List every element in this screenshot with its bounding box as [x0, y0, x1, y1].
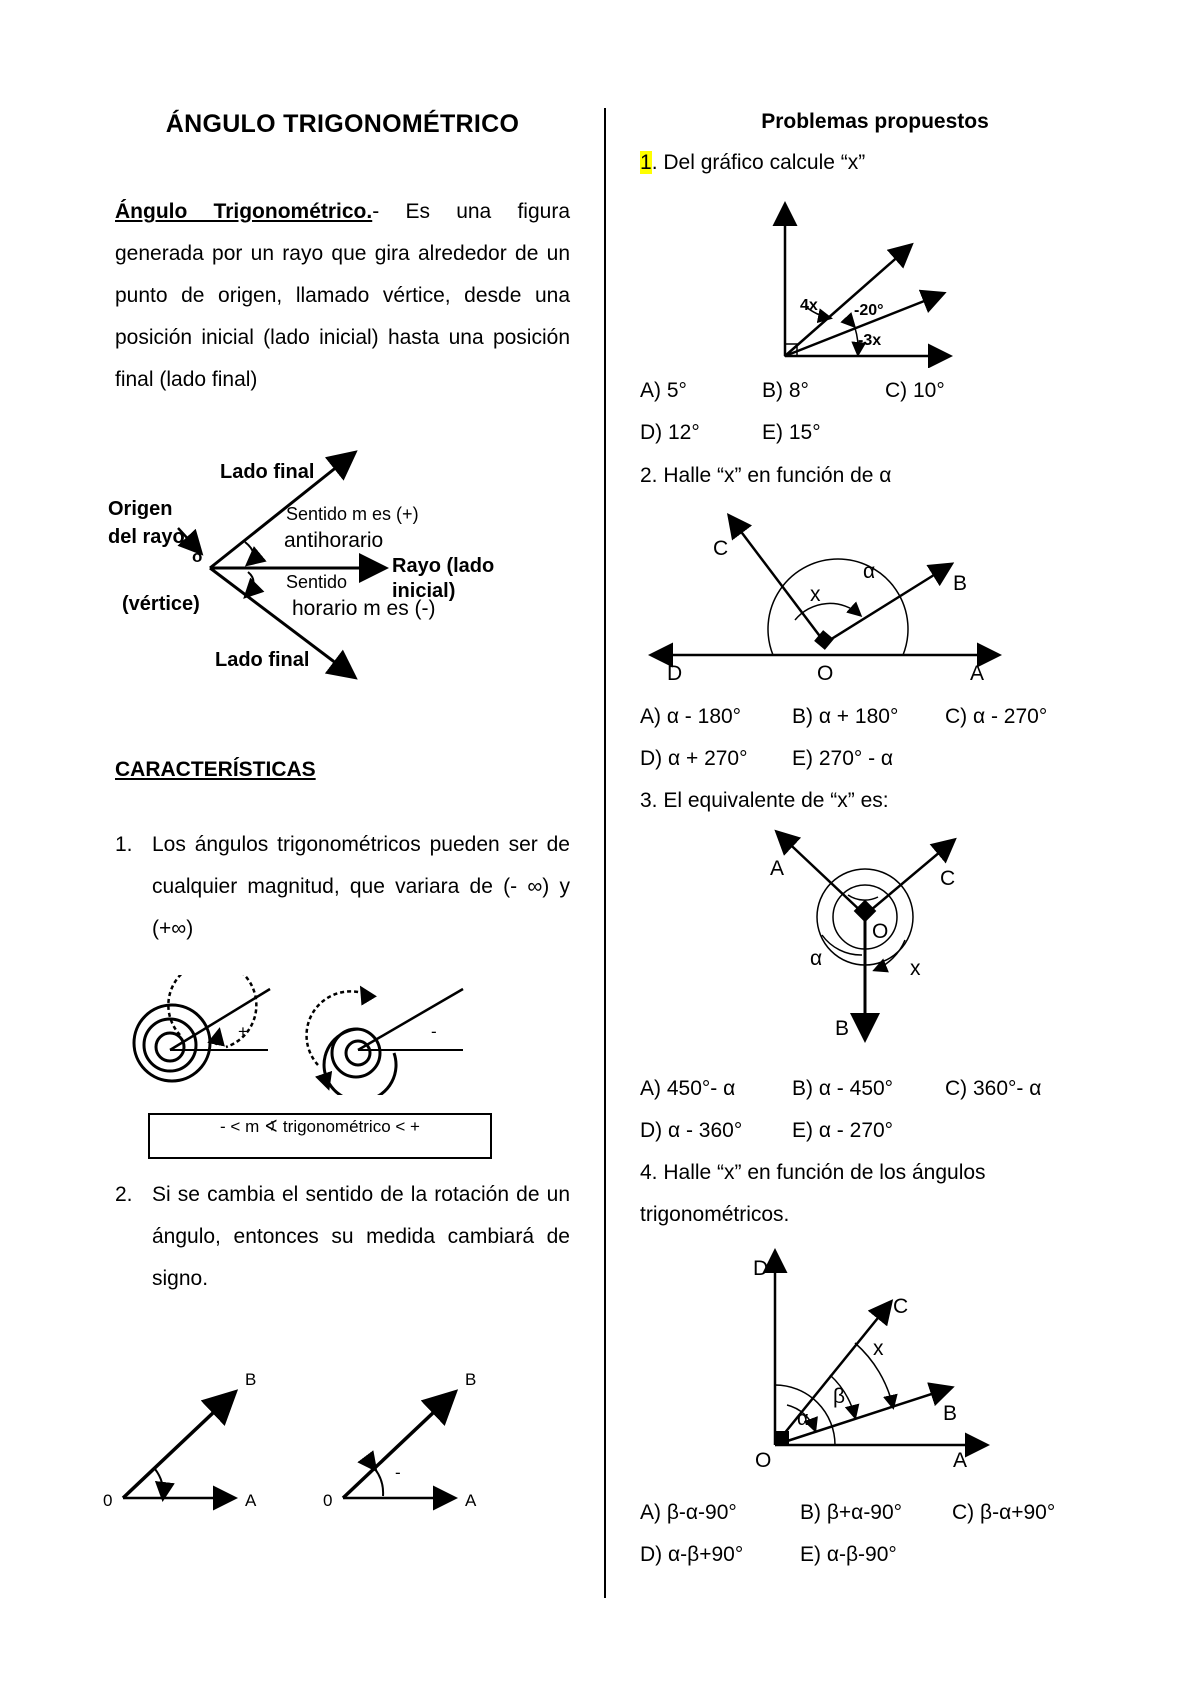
p2-d-label: D [667, 662, 683, 685]
problems-heading: Problemas propuestos [761, 110, 989, 133]
caracteristicas-heading: CARACTERÍSTICAS [115, 758, 316, 781]
range-box: - < m ∢ trigonométrico < + [148, 1113, 492, 1159]
problem-3-options-row1 [640, 1068, 1110, 1110]
p4-x-label: x [873, 1337, 884, 1360]
sentido-label: Sentido [286, 572, 348, 592]
fig-left-b-label: B [245, 1370, 257, 1389]
antihorario-label: antihorario [284, 529, 384, 552]
problem-2-text: 2. Halle “x” en función de α [640, 464, 892, 487]
sentido-pos-label: Sentido m es (+) [286, 504, 419, 524]
sign-change-figures [95, 1358, 495, 1518]
fig-right-b-label: B [465, 1370, 477, 1389]
caracteristicas-list [115, 824, 570, 950]
option[interactable]: C) 10° [885, 379, 945, 402]
definition-term: Ángulo Trigonométrico. [115, 200, 373, 223]
problem-3-options-row2 [640, 1110, 1110, 1152]
p1-minus20-label: -20° [854, 302, 884, 319]
spiral-figures [118, 975, 498, 1095]
problem-4-options-row2 [640, 1534, 1110, 1576]
problem-4-options-row1 [640, 1492, 1110, 1534]
option[interactable]: D) 12° [640, 421, 700, 444]
list-item: 1. Los ángulos trigonométricos pueden ser de cualquier magnitud, que variara de (- ∞) y (+∞) [115, 833, 570, 940]
p3-c-label: C [940, 867, 956, 890]
fig-left-a-label: A [245, 1491, 257, 1510]
option[interactable]: B) β+α-90° [800, 1501, 903, 1524]
p2-x-label: x [810, 583, 821, 606]
spiral-plus-label: + [238, 1022, 248, 1041]
option[interactable]: B) α - 450° [792, 1077, 894, 1100]
p3-x-label: x [910, 957, 921, 980]
problem-1-text: 1. Del gráfico calcule “x” [640, 151, 866, 174]
option[interactable]: C) β-α+90° [952, 1501, 1056, 1524]
p4-b-label: B [943, 1402, 958, 1425]
caracteristicas-list-2 [115, 1174, 570, 1300]
option[interactable]: A) 5° [640, 379, 687, 402]
vertex-o-label: o [192, 547, 203, 566]
fig-right-o-label: 0 [323, 1491, 333, 1510]
option[interactable]: D) α-β+90° [640, 1543, 744, 1566]
problem-1-options-row1 [640, 370, 1110, 412]
fig-left-o-label: 0 [103, 1491, 113, 1510]
problem-2-options-row1 [640, 696, 1110, 738]
p1-4x-label: 4x [800, 297, 818, 314]
right-column [640, 110, 1110, 184]
p2-alpha-label: α [863, 560, 876, 583]
page-title: ÁNGULO TRIGONOMÉTRICO [165, 110, 520, 138]
option[interactable]: A) β-α-90° [640, 1501, 737, 1524]
option[interactable]: B) 8° [762, 379, 809, 402]
option[interactable]: E) 15° [762, 421, 821, 444]
p3-o-label: O [872, 920, 889, 943]
problem-4-text-2: trigonométricos. [640, 1203, 790, 1226]
fig-right-a-label: A [465, 1491, 477, 1510]
spiral-minus-label: - [431, 1022, 437, 1041]
problem-4-text-1: 4. Halle “x” en función de los ángulos [640, 1161, 986, 1184]
option[interactable]: D) α + 270° [640, 747, 748, 770]
horario-label: horario m es (-) [292, 597, 436, 620]
p2-o-label: O [817, 662, 834, 685]
problem-1-figure [770, 198, 960, 368]
caracteristicas-section [115, 758, 570, 950]
trig-angle-diagram [100, 440, 520, 690]
origen-label: Origen [108, 498, 173, 520]
vertice-label: (vértice) [122, 593, 200, 615]
definition-paragraph [115, 191, 570, 401]
lado-final-bottom-label: Lado final [215, 649, 310, 671]
p4-alpha-label: α [797, 1408, 809, 1430]
del-rayo-label: del rayo [108, 526, 185, 548]
p1-minus3x-label: -3x [858, 332, 882, 349]
lado-final-top-label: Lado final [220, 461, 315, 483]
left-column [115, 110, 570, 401]
option[interactable]: E) α-β-90° [800, 1543, 897, 1566]
p2-c-label: C [713, 537, 729, 560]
list-item: 2. Si se cambia el sentido de la rotación de un ángulo, entonces su medida cambiará de signo. [115, 1183, 570, 1290]
option[interactable]: C) α - 270° [945, 705, 1048, 728]
p4-o-label: O [755, 1449, 772, 1470]
p3-alpha-label: α [810, 947, 823, 970]
problem-4-figure [745, 1245, 995, 1470]
option[interactable]: C) 360°- α [945, 1077, 1042, 1100]
p4-a-label: A [953, 1449, 968, 1470]
option[interactable]: E) 270° - α [792, 747, 894, 770]
option[interactable]: A) α - 180° [640, 705, 742, 728]
problem-2-figure [645, 505, 1005, 685]
rayo-label-2: inicial) [392, 580, 456, 602]
p2-a-label: A [970, 662, 985, 685]
problem-3-figure [760, 825, 980, 1045]
option[interactable]: E) α - 270° [792, 1119, 894, 1142]
option[interactable]: D) α - 360° [640, 1119, 743, 1142]
p2-b-label: B [953, 572, 968, 595]
p3-a-label: A [770, 857, 785, 880]
fig-right-minus-label: - [395, 1463, 401, 1482]
rayo-label-1: Rayo (lado [392, 555, 495, 577]
p4-c-label: C [893, 1295, 909, 1318]
p3-b-label: B [835, 1017, 850, 1040]
caracteristicas-section-2 [115, 1174, 570, 1300]
problem-1-options-row2 [640, 412, 1110, 454]
problem-2-options-row2 [640, 738, 1110, 780]
option[interactable]: A) 450°- α [640, 1077, 736, 1100]
p4-beta-label: β [833, 1385, 846, 1408]
p4-d-label: D [753, 1257, 769, 1280]
column-divider [604, 108, 606, 1598]
definition-text: - Es una figura generada por un rayo que gira alrededor de un punto de origen, llamado vértice, desde una posición inicial (lado inicial) hasta una posición final (lado final) [115, 200, 571, 391]
problem-3-text: 3. El equivalente de “x” es: [640, 789, 889, 812]
option[interactable]: B) α + 180° [792, 705, 899, 728]
